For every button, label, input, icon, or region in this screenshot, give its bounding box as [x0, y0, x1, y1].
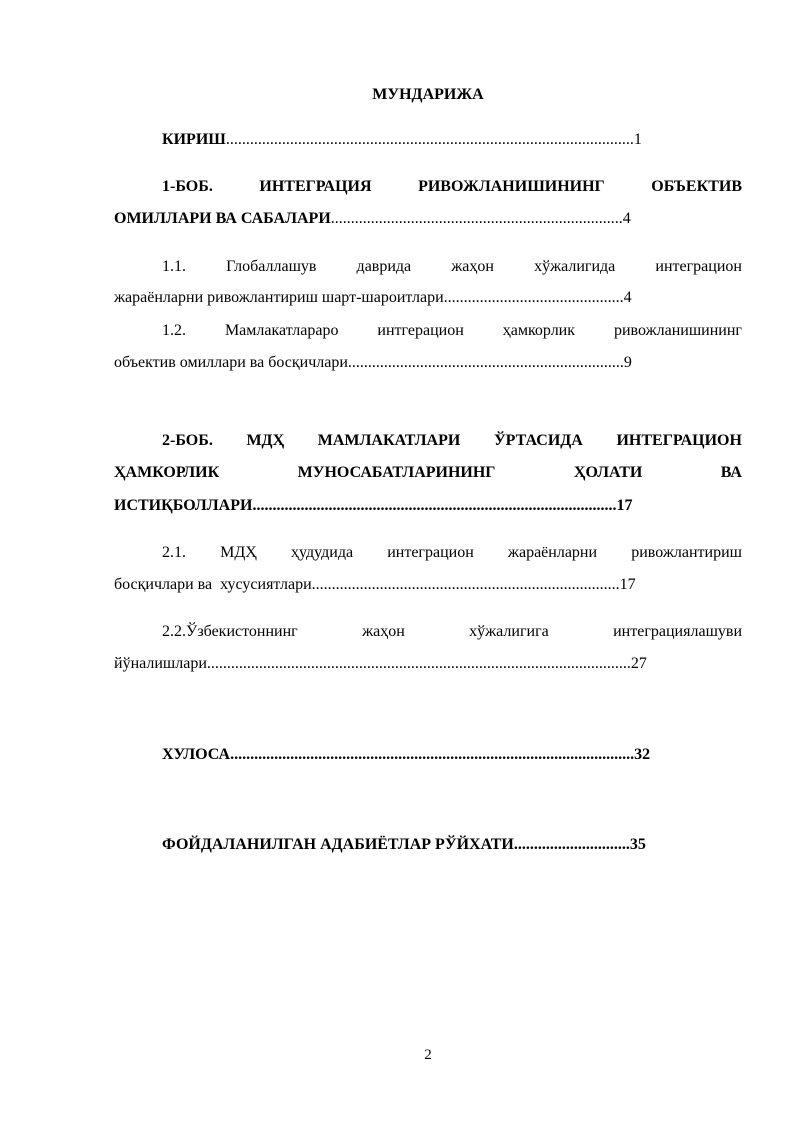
toc-chapter-1-line1[interactable]	[162, 178, 742, 196]
word: жаҳон	[451, 258, 494, 275]
toc-chapter-2-line2[interactable]	[114, 464, 742, 482]
word: ривожлантириш	[631, 544, 742, 561]
word: МДҲ	[220, 544, 257, 561]
word: 2.1.	[162, 544, 186, 561]
word: ВА	[720, 464, 742, 481]
word: ҳудудида	[290, 544, 354, 561]
toc-page-number: 9	[623, 354, 632, 371]
toc-leader-dots: ..........................................................................................................	[206, 655, 631, 672]
toc-entry-label: жараёнларни ривожлантириш шарт-шароитлари	[114, 289, 444, 306]
word: Глобаллашув	[226, 258, 317, 275]
word: интеграцион	[655, 258, 742, 275]
toc-leader-dots: .............................................	[443, 289, 624, 306]
word: ЎРТАСИДА	[493, 432, 583, 449]
toc-entry-label: ОМИЛЛАРИ ВА САБАЛАРИ	[114, 210, 331, 227]
word: ҲОЛАТИ	[573, 464, 643, 481]
toc-entry-intro[interactable]	[162, 131, 642, 149]
word: ҲАМКОРЛИК	[114, 464, 220, 481]
word: МУНОСАБАТЛАРИНИНГ	[297, 464, 496, 481]
toc-entry-label: босқичлари ва хусусиятлари	[114, 576, 312, 593]
toc-section-2-2-line1[interactable]	[162, 623, 742, 641]
toc-section-1-1-line1[interactable]	[162, 258, 742, 276]
word: интеграциялашуви	[613, 623, 742, 640]
toc-leader-dots: ...........................................................................................	[252, 497, 617, 514]
toc-entry-label: объектив омиллари ва босқичлари	[114, 354, 348, 371]
toc-page-number: 27	[630, 655, 647, 672]
word: 1.1.	[162, 258, 186, 275]
word: хўжалигида	[534, 258, 616, 275]
toc-page-number: 32	[634, 746, 651, 763]
word: РИВОЖЛАНИШИНИНГ	[418, 178, 605, 195]
word: даврида	[356, 258, 412, 275]
word: ривожланишининг	[613, 322, 742, 339]
word: Мамлакатлараро	[224, 322, 339, 339]
toc-leader-dots: .....................................................................................................	[230, 746, 635, 763]
toc-chapter-1-line2[interactable]	[114, 210, 631, 228]
toc-entry-label: ФОЙДАЛАНИЛГАН АДАБИЁТЛАР РЎЙХАТИ	[162, 836, 514, 853]
toc-leader-dots: ......................................................................................................	[225, 131, 634, 148]
toc-chapter-2-line3[interactable]	[114, 497, 632, 515]
toc-entry-conclusion[interactable]	[162, 746, 650, 764]
page-number: 2	[424, 1047, 432, 1063]
word: ОБЪЕКТИВ	[651, 178, 742, 195]
toc-page-number: 1	[633, 131, 642, 148]
toc-leader-dots: .....................................................................	[347, 354, 624, 371]
word: ИНТЕГРАЦИОН	[616, 432, 742, 449]
toc-chapter-2-line1[interactable]	[162, 432, 742, 450]
word: 2-БОБ.	[162, 432, 213, 449]
toc-section-1-2-line1[interactable]	[162, 322, 742, 340]
toc-section-2-2-line2[interactable]	[114, 655, 647, 673]
toc-entry-label: КИРИШ	[162, 131, 226, 148]
word: интгерацион	[377, 322, 464, 339]
word: ИНТЕГРАЦИЯ	[259, 178, 372, 195]
toc-page-number: 17	[616, 497, 633, 514]
word: 1.2.	[162, 322, 186, 339]
toc-section-2-1-line2[interactable]	[114, 576, 636, 594]
toc-entry-label: ХУЛОСА	[162, 746, 231, 763]
word: хўжалигига	[469, 623, 549, 640]
word: интеграцион	[387, 544, 474, 561]
word: 2.2.Ўзбекистоннинг	[162, 623, 298, 640]
word: ҳамкорлик	[502, 322, 576, 339]
toc-page-number: 17	[619, 576, 636, 593]
word: жараёнларни	[507, 544, 598, 561]
toc-entry-references[interactable]	[162, 836, 646, 854]
word: МАМЛАКАТЛАРИ	[317, 432, 461, 449]
toc-entry-label: ИСТИҚБОЛЛАРИ	[114, 497, 253, 514]
toc-section-1-1-line2[interactable]	[114, 289, 632, 307]
toc-page-number: 4	[623, 289, 632, 306]
toc-entry-label: йўналишлари	[114, 655, 207, 672]
toc-leader-dots: .............................	[513, 836, 630, 853]
word: 1-БОБ.	[162, 178, 213, 195]
toc-section-1-2-line2[interactable]	[114, 354, 632, 372]
toc-leader-dots: .........................................................................	[330, 210, 623, 227]
toc-section-2-1-line1[interactable]	[162, 544, 742, 562]
word: жаҳон	[362, 623, 405, 640]
toc-page-number: 4	[622, 210, 631, 227]
word: МДҲ	[246, 432, 285, 449]
toc-title: МУНДАРИЖА	[372, 86, 484, 103]
toc-page-number: 35	[629, 836, 646, 853]
toc-leader-dots: .............................................................................	[311, 576, 620, 593]
